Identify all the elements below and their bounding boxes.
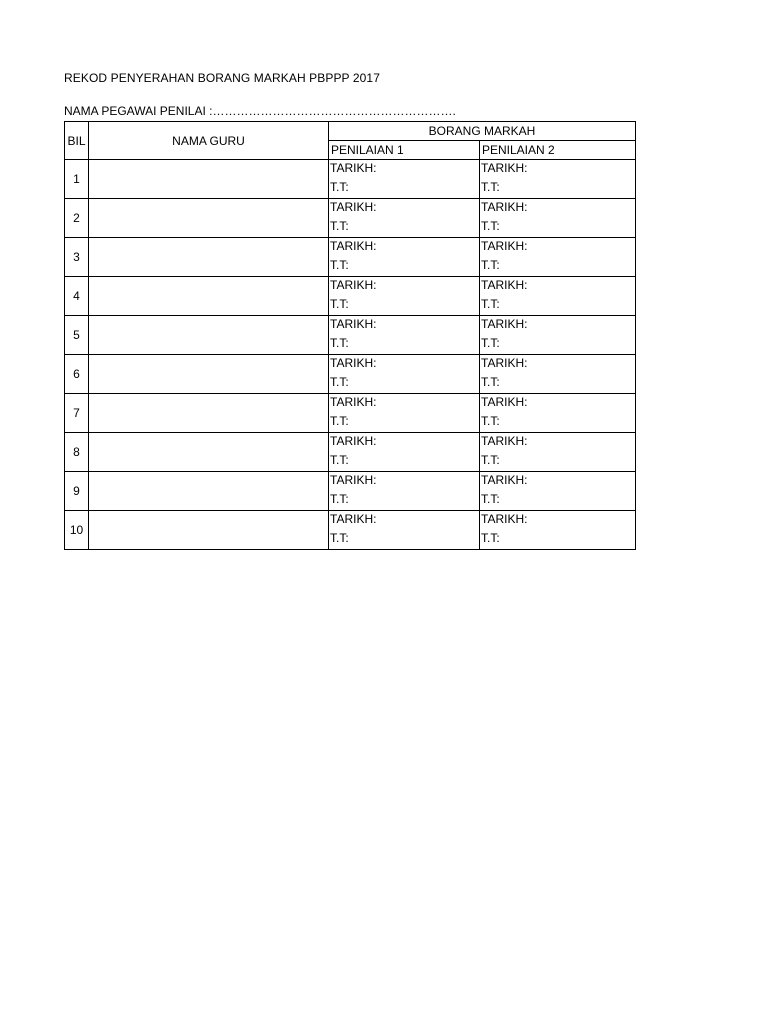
table-row bbox=[65, 394, 636, 433]
header-penilaian-2: PENILAIAN 2 bbox=[480, 141, 636, 160]
tarikh-label: TARIKH: bbox=[330, 434, 377, 448]
table-row bbox=[65, 199, 636, 238]
tandatangan-label: T.T: bbox=[481, 531, 500, 545]
tandatangan-label: T.T: bbox=[481, 219, 500, 233]
row-penilaian-2-cell[interactable] bbox=[480, 238, 636, 277]
tarikh-label: TARIKH: bbox=[330, 395, 377, 409]
tandatangan-label: T.T: bbox=[330, 414, 349, 428]
row-bil-number: 3 bbox=[65, 238, 89, 277]
row-bil-number: 8 bbox=[65, 433, 89, 472]
tarikh-label: TARIKH: bbox=[330, 317, 377, 331]
table-row bbox=[65, 316, 636, 355]
row-penilaian-2-cell[interactable] bbox=[480, 316, 636, 355]
table-row bbox=[65, 160, 636, 199]
tarikh-label: TARIKH: bbox=[481, 200, 528, 214]
tarikh-label: TARIKH: bbox=[330, 278, 377, 292]
tandatangan-label: T.T: bbox=[330, 375, 349, 389]
table-row bbox=[65, 511, 636, 550]
tandatangan-label: T.T: bbox=[481, 492, 500, 506]
row-bil-number: 7 bbox=[65, 394, 89, 433]
row-nama-guru-field[interactable] bbox=[89, 277, 329, 316]
row-penilaian-2-cell[interactable] bbox=[480, 355, 636, 394]
tandatangan-label: T.T: bbox=[330, 531, 349, 545]
header-penilaian-1: PENILAIAN 1 bbox=[329, 141, 480, 160]
row-bil-number: 6 bbox=[65, 355, 89, 394]
row-penilaian-1-cell[interactable] bbox=[329, 511, 480, 550]
row-penilaian-2-cell[interactable] bbox=[480, 199, 636, 238]
row-penilaian-1-cell[interactable] bbox=[329, 160, 480, 199]
row-nama-guru-field[interactable] bbox=[89, 160, 329, 199]
tandatangan-label: T.T: bbox=[330, 180, 349, 194]
row-penilaian-1-cell[interactable] bbox=[329, 472, 480, 511]
record-table bbox=[64, 121, 636, 550]
tarikh-label: TARIKH: bbox=[481, 356, 528, 370]
tarikh-label: TARIKH: bbox=[330, 200, 377, 214]
row-penilaian-2-cell[interactable] bbox=[480, 160, 636, 199]
officer-name-line: NAMA PEGAWAI PENILAI :……………………………………………………. bbox=[64, 104, 456, 118]
row-nama-guru-field[interactable] bbox=[89, 394, 329, 433]
tarikh-label: TARIKH: bbox=[330, 239, 377, 253]
tandatangan-label: T.T: bbox=[481, 414, 500, 428]
tandatangan-label: T.T: bbox=[330, 219, 349, 233]
row-penilaian-2-cell[interactable] bbox=[480, 394, 636, 433]
tarikh-label: TARIKH: bbox=[330, 473, 377, 487]
row-penilaian-1-cell[interactable] bbox=[329, 199, 480, 238]
row-penilaian-1-cell[interactable] bbox=[329, 277, 480, 316]
row-penilaian-2-cell[interactable] bbox=[480, 277, 636, 316]
table-row bbox=[65, 433, 636, 472]
row-bil-number: 9 bbox=[65, 472, 89, 511]
tarikh-label: TARIKH: bbox=[481, 278, 528, 292]
tarikh-label: TARIKH: bbox=[330, 512, 377, 526]
tarikh-label: TARIKH: bbox=[481, 434, 528, 448]
record-table-body bbox=[65, 160, 636, 550]
tarikh-label: TARIKH: bbox=[481, 512, 528, 526]
row-bil-number: 4 bbox=[65, 277, 89, 316]
tarikh-label: TARIKH: bbox=[481, 317, 528, 331]
row-bil-number: 5 bbox=[65, 316, 89, 355]
row-bil-number: 2 bbox=[65, 199, 89, 238]
tandatangan-label: T.T: bbox=[330, 492, 349, 506]
row-penilaian-2-cell[interactable] bbox=[480, 472, 636, 511]
row-penilaian-2-cell[interactable] bbox=[480, 511, 636, 550]
header-nama-guru: NAMA GURU bbox=[89, 122, 329, 160]
tandatangan-label: T.T: bbox=[481, 336, 500, 350]
row-nama-guru-field[interactable] bbox=[89, 316, 329, 355]
tandatangan-label: T.T: bbox=[481, 258, 500, 272]
header-bil: BIL bbox=[65, 122, 89, 160]
tarikh-label: TARIKH: bbox=[330, 356, 377, 370]
tandatangan-label: T.T: bbox=[330, 336, 349, 350]
header-borang-markah: BORANG MARKAH bbox=[329, 122, 636, 141]
row-penilaian-1-cell[interactable] bbox=[329, 433, 480, 472]
row-penilaian-1-cell[interactable] bbox=[329, 238, 480, 277]
row-penilaian-1-cell[interactable] bbox=[329, 316, 480, 355]
tandatangan-label: T.T: bbox=[481, 453, 500, 467]
row-penilaian-2-cell[interactable] bbox=[480, 433, 636, 472]
row-penilaian-1-cell[interactable] bbox=[329, 394, 480, 433]
table-row bbox=[65, 238, 636, 277]
tarikh-label: TARIKH: bbox=[481, 161, 528, 175]
tandatangan-label: T.T: bbox=[330, 258, 349, 272]
tandatangan-label: T.T: bbox=[330, 297, 349, 311]
tandatangan-label: T.T: bbox=[481, 297, 500, 311]
tandatangan-label: T.T: bbox=[330, 453, 349, 467]
tarikh-label: TARIKH: bbox=[330, 161, 377, 175]
tandatangan-label: T.T: bbox=[481, 375, 500, 389]
row-nama-guru-field[interactable] bbox=[89, 433, 329, 472]
table-row bbox=[65, 277, 636, 316]
header-row bbox=[65, 122, 636, 141]
row-nama-guru-field[interactable] bbox=[89, 199, 329, 238]
table-row bbox=[65, 472, 636, 511]
tarikh-label: TARIKH: bbox=[481, 473, 528, 487]
row-nama-guru-field[interactable] bbox=[89, 472, 329, 511]
row-nama-guru-field[interactable] bbox=[89, 511, 329, 550]
row-nama-guru-field[interactable] bbox=[89, 355, 329, 394]
tandatangan-label: T.T: bbox=[481, 180, 500, 194]
row-nama-guru-field[interactable] bbox=[89, 238, 329, 277]
table-row bbox=[65, 355, 636, 394]
row-bil-number: 10 bbox=[65, 511, 89, 550]
tarikh-label: TARIKH: bbox=[481, 239, 528, 253]
document-title: REKOD PENYERAHAN BORANG MARKAH PBPPP 2017 bbox=[64, 71, 380, 85]
tarikh-label: TARIKH: bbox=[481, 395, 528, 409]
row-bil-number: 1 bbox=[65, 160, 89, 199]
row-penilaian-1-cell[interactable] bbox=[329, 355, 480, 394]
